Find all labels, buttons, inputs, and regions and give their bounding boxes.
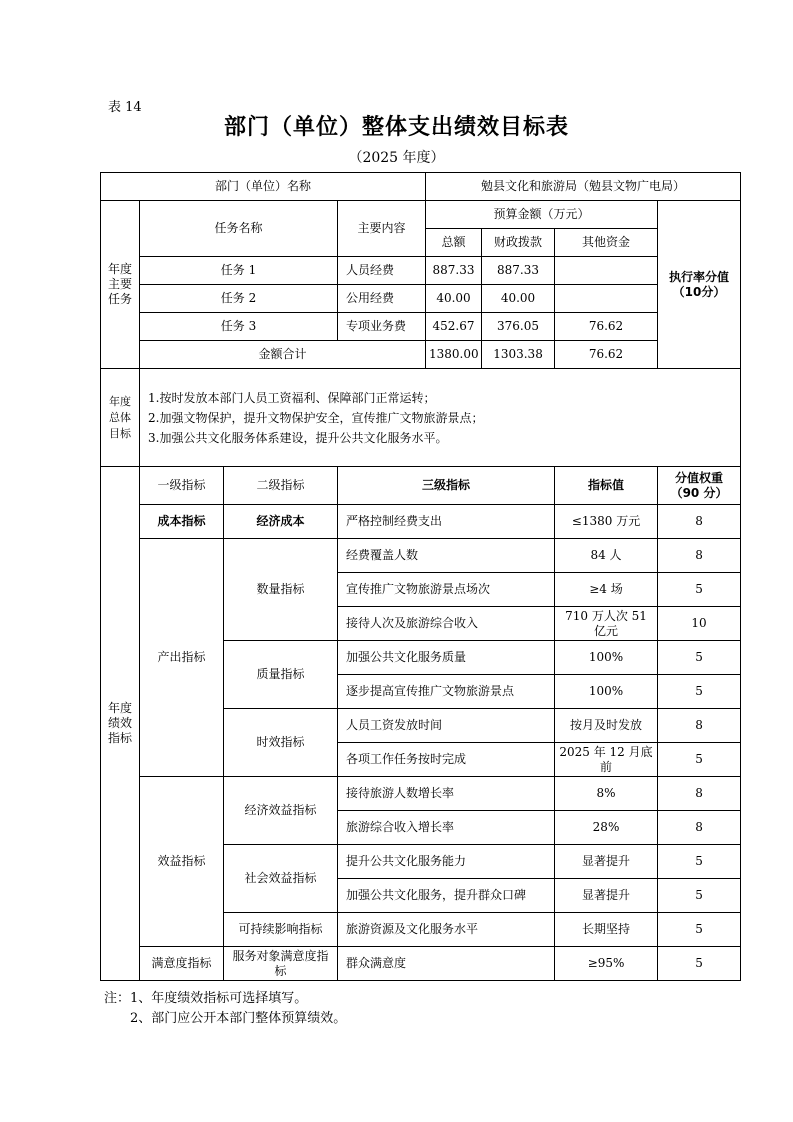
level3-indicator: 逐步提高宣传推广文物旅游景点	[338, 675, 555, 709]
task-row	[101, 257, 741, 285]
other-funds-header: 其他资金	[555, 229, 658, 257]
budget-amount-header: 预算金额（万元）	[426, 201, 658, 229]
task-other: 76.62	[555, 313, 658, 341]
dept-name-value: 勉县文化和旅游局（勉县文物广电局）	[426, 173, 741, 201]
indicator-value: 2025 年 12 月底前	[555, 743, 658, 777]
task-name: 任务 2	[140, 285, 338, 313]
indicator-row	[101, 947, 741, 981]
level2-social-benefit: 社会效益指标	[224, 845, 338, 913]
task-row	[101, 313, 741, 341]
task-content: 人员经费	[338, 257, 426, 285]
indicator-value: 100%	[555, 675, 658, 709]
sum-total: 1380.00	[426, 341, 482, 369]
level2-header: 二级指标	[224, 467, 338, 505]
task-content: 公用经费	[338, 285, 426, 313]
indicator-weight: 8	[658, 505, 741, 539]
footnote: 2、部门应公开本部门整体预算绩效。	[130, 1011, 347, 1026]
exec-rate-score: 执行率分值（10分）	[658, 201, 741, 369]
indicator-row	[101, 539, 741, 573]
indicator-weight: 8	[658, 777, 741, 811]
weight-header: 分值权重（90 分）	[658, 467, 741, 505]
level2-quality: 质量指标	[224, 641, 338, 709]
sum-fiscal: 1303.38	[482, 341, 555, 369]
task-other	[555, 257, 658, 285]
task-name: 任务 3	[140, 313, 338, 341]
task-row	[101, 285, 741, 313]
indicator-value: 显著提升	[555, 879, 658, 913]
annual-performance-label: 年度绩效指标	[101, 467, 140, 981]
indicator-weight: 5	[658, 573, 741, 607]
task-total: 40.00	[426, 285, 482, 313]
indicator-row	[101, 505, 741, 539]
goal-item: 3.加强公共文化服务体系建设，提升公共文化服务水平。	[148, 430, 448, 445]
level2-sustainability: 可持续影响指标	[224, 913, 338, 947]
level3-indicator: 宣传推广文物旅游景点场次	[338, 573, 555, 607]
page-title: 部门（单位）整体支出绩效目标表	[223, 115, 569, 140]
task-fiscal: 40.00	[482, 285, 555, 313]
level2-economic-cost: 经济成本	[224, 505, 338, 539]
task-total: 452.67	[426, 313, 482, 341]
level1-header: 一级指标	[140, 467, 224, 505]
indicator-value: 长期坚持	[555, 913, 658, 947]
level1-satisfaction: 满意度指标	[140, 947, 224, 981]
level1-benefit: 效益指标	[140, 777, 224, 947]
level2-timeliness: 时效指标	[224, 709, 338, 777]
level3-indicator: 提升公共文化服务能力	[338, 845, 555, 879]
sum-row	[101, 341, 741, 369]
level3-indicator: 旅游资源及文化服务水平	[338, 913, 555, 947]
level1-output: 产出指标	[140, 539, 224, 777]
indicator-value: 84 人	[555, 539, 658, 573]
task-fiscal: 376.05	[482, 313, 555, 341]
value-header: 指标值	[555, 467, 658, 505]
sum-other: 76.62	[555, 341, 658, 369]
indicator-weight: 5	[658, 879, 741, 913]
indicator-weight: 5	[658, 743, 741, 777]
performance-target-table	[100, 172, 741, 981]
task-name: 任务 1	[140, 257, 338, 285]
main-content-header: 主要内容	[338, 201, 426, 257]
indicator-weight: 8	[658, 811, 741, 845]
level3-indicator: 加强公共文化服务质量	[338, 641, 555, 675]
table-number: 表 14	[108, 100, 142, 115]
indicator-value: ≤1380 万元	[555, 505, 658, 539]
indicator-weight: 5	[658, 675, 741, 709]
level3-indicator: 接待旅游人数增长率	[338, 777, 555, 811]
year-label: （2025 年度）	[348, 150, 445, 166]
annual-goals	[140, 369, 741, 467]
annual-goals-label: 年度总体目标	[101, 369, 140, 467]
level3-indicator: 经费覆盖人数	[338, 539, 555, 573]
indicator-weight: 5	[658, 641, 741, 675]
indicator-value: 按月及时发放	[555, 709, 658, 743]
indicator-value: 100%	[555, 641, 658, 675]
indicator-value: 8%	[555, 777, 658, 811]
level3-indicator: 人员工资发放时间	[338, 709, 555, 743]
indicator-value: 28%	[555, 811, 658, 845]
level3-indicator: 接待人次及旅游综合收入	[338, 607, 555, 641]
indicator-weight: 8	[658, 539, 741, 573]
task-fiscal: 887.33	[482, 257, 555, 285]
task-name-header: 任务名称	[140, 201, 338, 257]
indicator-weight: 5	[658, 845, 741, 879]
level1-cost: 成本指标	[140, 505, 224, 539]
dept-name-label: 部门（单位）名称	[101, 173, 426, 201]
indicator-weight: 5	[658, 913, 741, 947]
level2-quantity: 数量指标	[224, 539, 338, 641]
indicator-value: 710 万人次 51 亿元	[555, 607, 658, 641]
indicator-weight: 5	[658, 947, 741, 981]
level3-header: 三级指标	[338, 467, 555, 505]
level3-indicator: 加强公共文化服务，提升群众口碑	[338, 879, 555, 913]
level3-indicator: 群众满意度	[338, 947, 555, 981]
sum-label: 金额合计	[140, 341, 426, 369]
indicator-row	[101, 777, 741, 811]
goal-item: 1.按时发放本部门人员工资福利、保障部门正常运转；	[148, 390, 436, 405]
annual-tasks-label: 年度主要任务	[101, 201, 140, 369]
level2-economic-benefit: 经济效益指标	[224, 777, 338, 845]
fiscal-header: 财政拨款	[482, 229, 555, 257]
indicator-value: 显著提升	[555, 845, 658, 879]
level3-indicator: 旅游综合收入增长率	[338, 811, 555, 845]
task-content: 专项业务费	[338, 313, 426, 341]
level3-indicator: 各项工作任务按时完成	[338, 743, 555, 777]
total-header: 总额	[426, 229, 482, 257]
indicator-weight: 8	[658, 709, 741, 743]
indicator-value: ≥4 场	[555, 573, 658, 607]
indicator-weight: 10	[658, 607, 741, 641]
level2-satisfaction: 服务对象满意度指标	[224, 947, 338, 981]
footnote: 注：1、年度绩效指标可选择填写。	[104, 991, 308, 1006]
task-total: 887.33	[426, 257, 482, 285]
indicator-value: ≥95%	[555, 947, 658, 981]
level3-indicator: 严格控制经费支出	[338, 505, 555, 539]
task-other	[555, 285, 658, 313]
goal-item: 2.加强文物保护，提升文物保护安全，宣传推广文物旅游景点；	[148, 410, 484, 425]
